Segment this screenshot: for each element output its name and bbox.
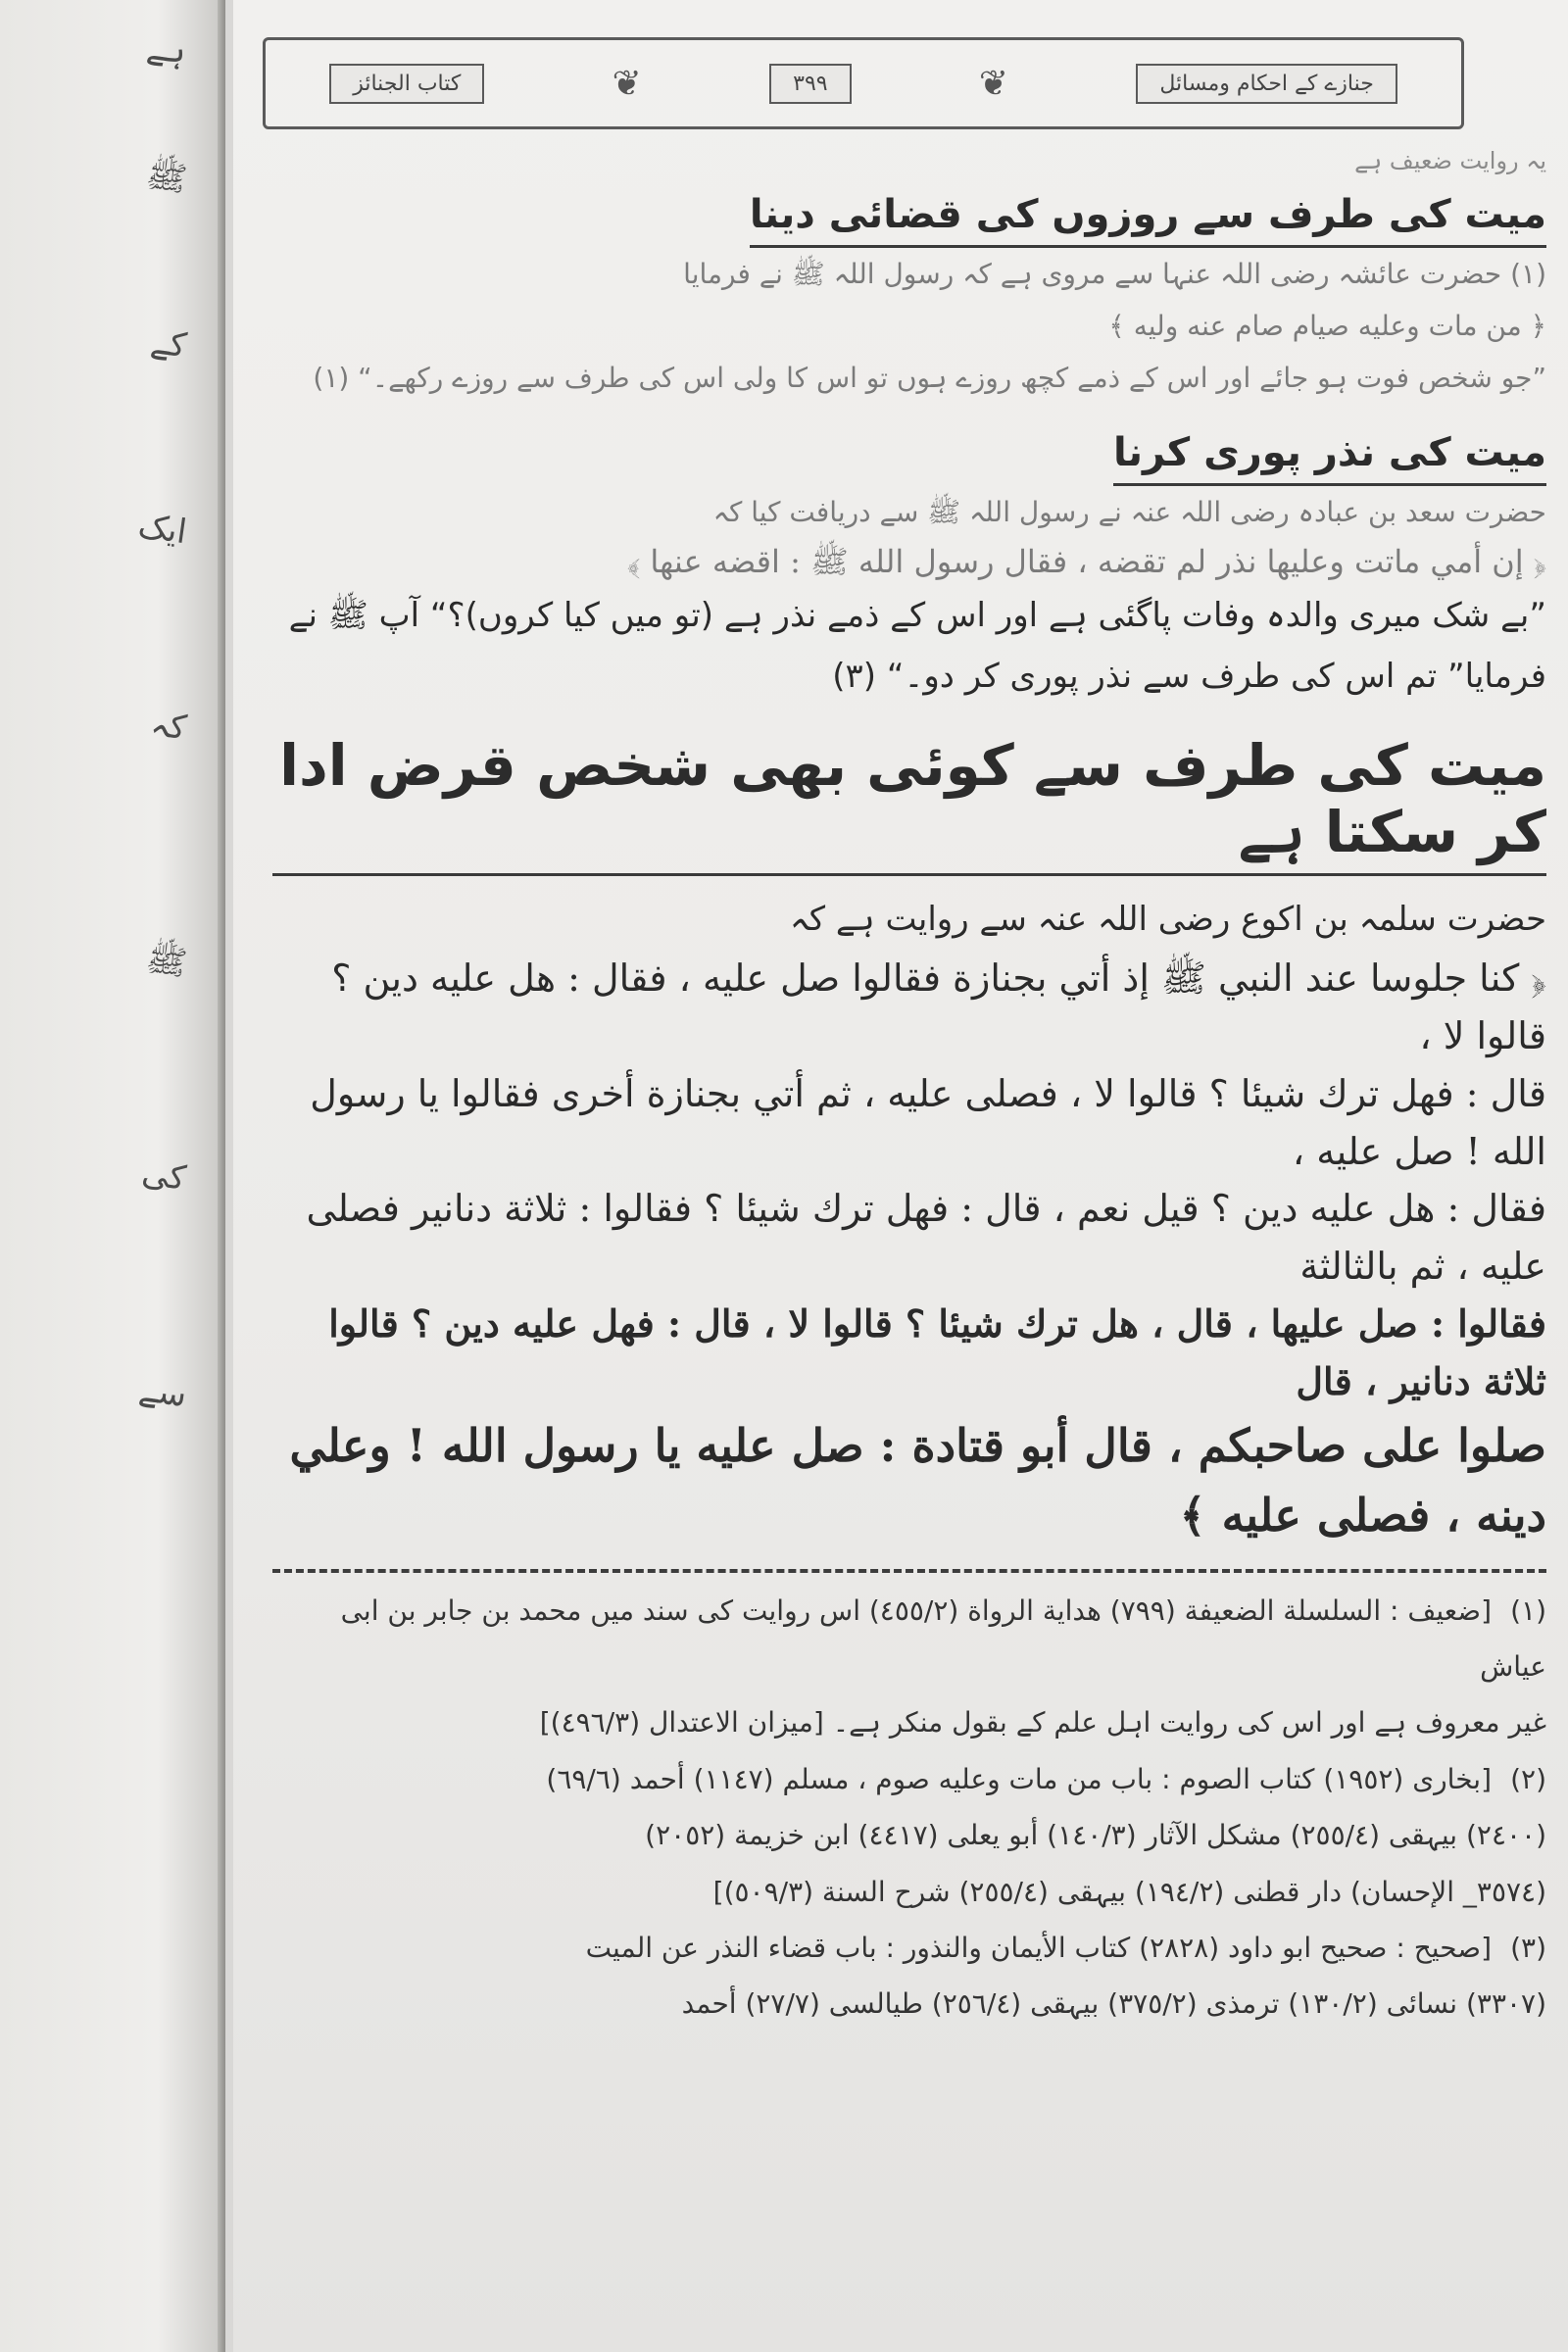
footnote-2 (272, 1751, 1546, 1920)
footnote-1 (272, 1583, 1546, 1751)
prev-page-text: ایک (135, 506, 189, 553)
prev-page-text: ﷺ (143, 155, 190, 200)
footnote-line: (٢٤٠٠) بیہقی (٢٥٥/٤) مشكل الآثار (١٤٠/٣) أبو يعلى (٤٤١٧) ابن خزيمة (٢٠٥٢) (645, 1819, 1546, 1852)
section-heading-fasting: میت کی طرف سے روزوں کی قضائی دینا (750, 192, 1546, 248)
page-fold-shadow (218, 0, 225, 2352)
prev-page-text: کی (139, 1153, 189, 1199)
section-heading-debt: میت کی طرف سے کوئی بھی شخص قرض ادا کر سکتا ہے (272, 732, 1546, 876)
footnote-separator (272, 1569, 1546, 1573)
debt-intro: حضرت سلمہ بن اکوع رضی اللہ عنہ سے روایت ہے کہ (789, 899, 1546, 939)
footnote-line: [ضعیف : السلسلة الضعيفة (٧٩٩) هداية الرواة (٤٥٥/٢) اس روایت کی سند میں محمد بن جابر بن ابی عیاش (340, 1593, 1546, 1684)
prev-page-text: ہے (144, 27, 189, 73)
page-header-ornament (263, 37, 1464, 129)
section-heading-vow: میت کی نذر پوری کرنا (1113, 430, 1546, 486)
ornament-icon: ❦ (978, 63, 1009, 104)
footnote-line: [صحیح : صحيح ابو داود (٢٨٢٨) كتاب الأيمان والنذور : باب قضاء النذر عن الميت (585, 1931, 1492, 1964)
debt-hadith-line: ﴿ كنا جلوسا عند النبي ﷺ إذ أتي بجنازة فقالوا صل عليه ، فقال : هل عليه دين ؟ قالوا لا ، (331, 956, 1546, 1057)
vow-translation-line2: فرمایا” تم اس کی طرف سے نذر پوری کر دو۔“ (٣) (832, 656, 1546, 696)
footnote-line: (٣٥٧٤_ الإحسان) دار قطنی (١٩٤/٢) بیہقی (٢٥٥/٤) شرح السنة (٥٠٩/٣)] (712, 1875, 1546, 1908)
debt-hadith-line: فقال : هل عليه دين ؟ قيل نعم ، قال : فهل ترك شيئا ؟ فقالوا : ثلاثة دنانير فصلى عليه ، ثم بالثالثة (306, 1187, 1546, 1289)
header-cartouche-center: ٣٩٩ (769, 64, 851, 104)
prev-page-text: ﷺ (143, 939, 190, 984)
fasting-translation: ”جو شخص فوت ہو جائے اور اس کے ذمے کچھ روزے ہوں تو اس کا ولی اس کی طرف سے روزے رکھے۔“ (١) (313, 362, 1546, 395)
prev-page-text: کے (148, 321, 189, 367)
debt-hadith-line: صلوا على صاحبكم ، قال أبو قتادة : صل عليه يا رسول الله ! وعلي دينه ، فصلى عليه ﴾ (289, 1419, 1546, 1543)
header-cartouche-right: جنازے کے احکام ومسائل (1136, 64, 1397, 104)
prev-page-text: سے (135, 1369, 189, 1416)
debt-hadith-line: قال : فهل ترك شيئا ؟ قالوا لا ، فصلى عليه ، ثم أتي بجنازة أخرى فقالوا يا رسول الله ! صل عليه ، (310, 1071, 1546, 1173)
footnote-number: (٢) (1510, 1762, 1546, 1795)
vow-intro: حضرت سعد بن عبادہ رضی اللہ عنہ نے رسول اللہ ﷺ سے دریافت کیا کہ (712, 495, 1546, 528)
footnote-number: (١) (1510, 1593, 1546, 1627)
previous-page-edge (0, 0, 225, 2352)
prev-page-text: کہ (148, 704, 189, 749)
footnote-line: [بخاری (١٩٥٢) كتاب الصوم : باب من مات وعليه صوم ، مسلم (١١٤٧) أحمد (٦٩/٦) (546, 1762, 1492, 1795)
footnote-3 (272, 1920, 1546, 2033)
footnote-number: (٣) (1510, 1931, 1546, 1964)
vow-hadith-arabic: ﴿ إن أمي ماتت وعليها نذر لم تقضه ، فقال رسول الله ﷺ : اقضه عنها ﴾ (627, 542, 1546, 580)
ornament-icon: ❦ (612, 63, 642, 104)
debt-hadith-line: فقالوا : صل عليها ، قال ، هل ترك شيئا ؟ قالوا لا ، قال : فهل عليه دين ؟ قالوا ثلاثة دنانير ، قال (328, 1301, 1546, 1404)
footnote-line: غیر معروف ہے اور اس کی روایت اہل علم کے بقول منکر ہے۔ [ميزان الاعتدال (٤٩٦/٣)] (539, 1706, 1546, 1740)
header-cartouche-left: كتاب الجنائز (329, 64, 484, 104)
fasting-hadith-arabic: ﴿ من مات وعليه صيام صام عنه وليه ﴾ (1108, 310, 1546, 343)
page-content (272, 147, 1546, 2033)
fasting-intro: (١) حضرت عائشہ رضی اللہ عنہا سے مروی ہے کہ رسول اللہ ﷺ نے فرمایا (683, 258, 1546, 290)
book-page (233, 0, 1568, 2352)
faint-reference: یہ روایت ضعیف ہے (1354, 147, 1546, 174)
vow-translation-line1: ”بے شک میری والدہ وفات پاگئی ہے اور اس کے ذمے نذر ہے (تو میں کیا کروں)؟“ آپ ﷺ نے (288, 596, 1546, 636)
footnote-line: (٣٣٠٧) نسائی (١٣٠/٢) ترمذی (٣٧٥/٢) بیہقی (٢٥٦/٤) طیالسی (٢٧/٧) أحمد (681, 1987, 1546, 2021)
